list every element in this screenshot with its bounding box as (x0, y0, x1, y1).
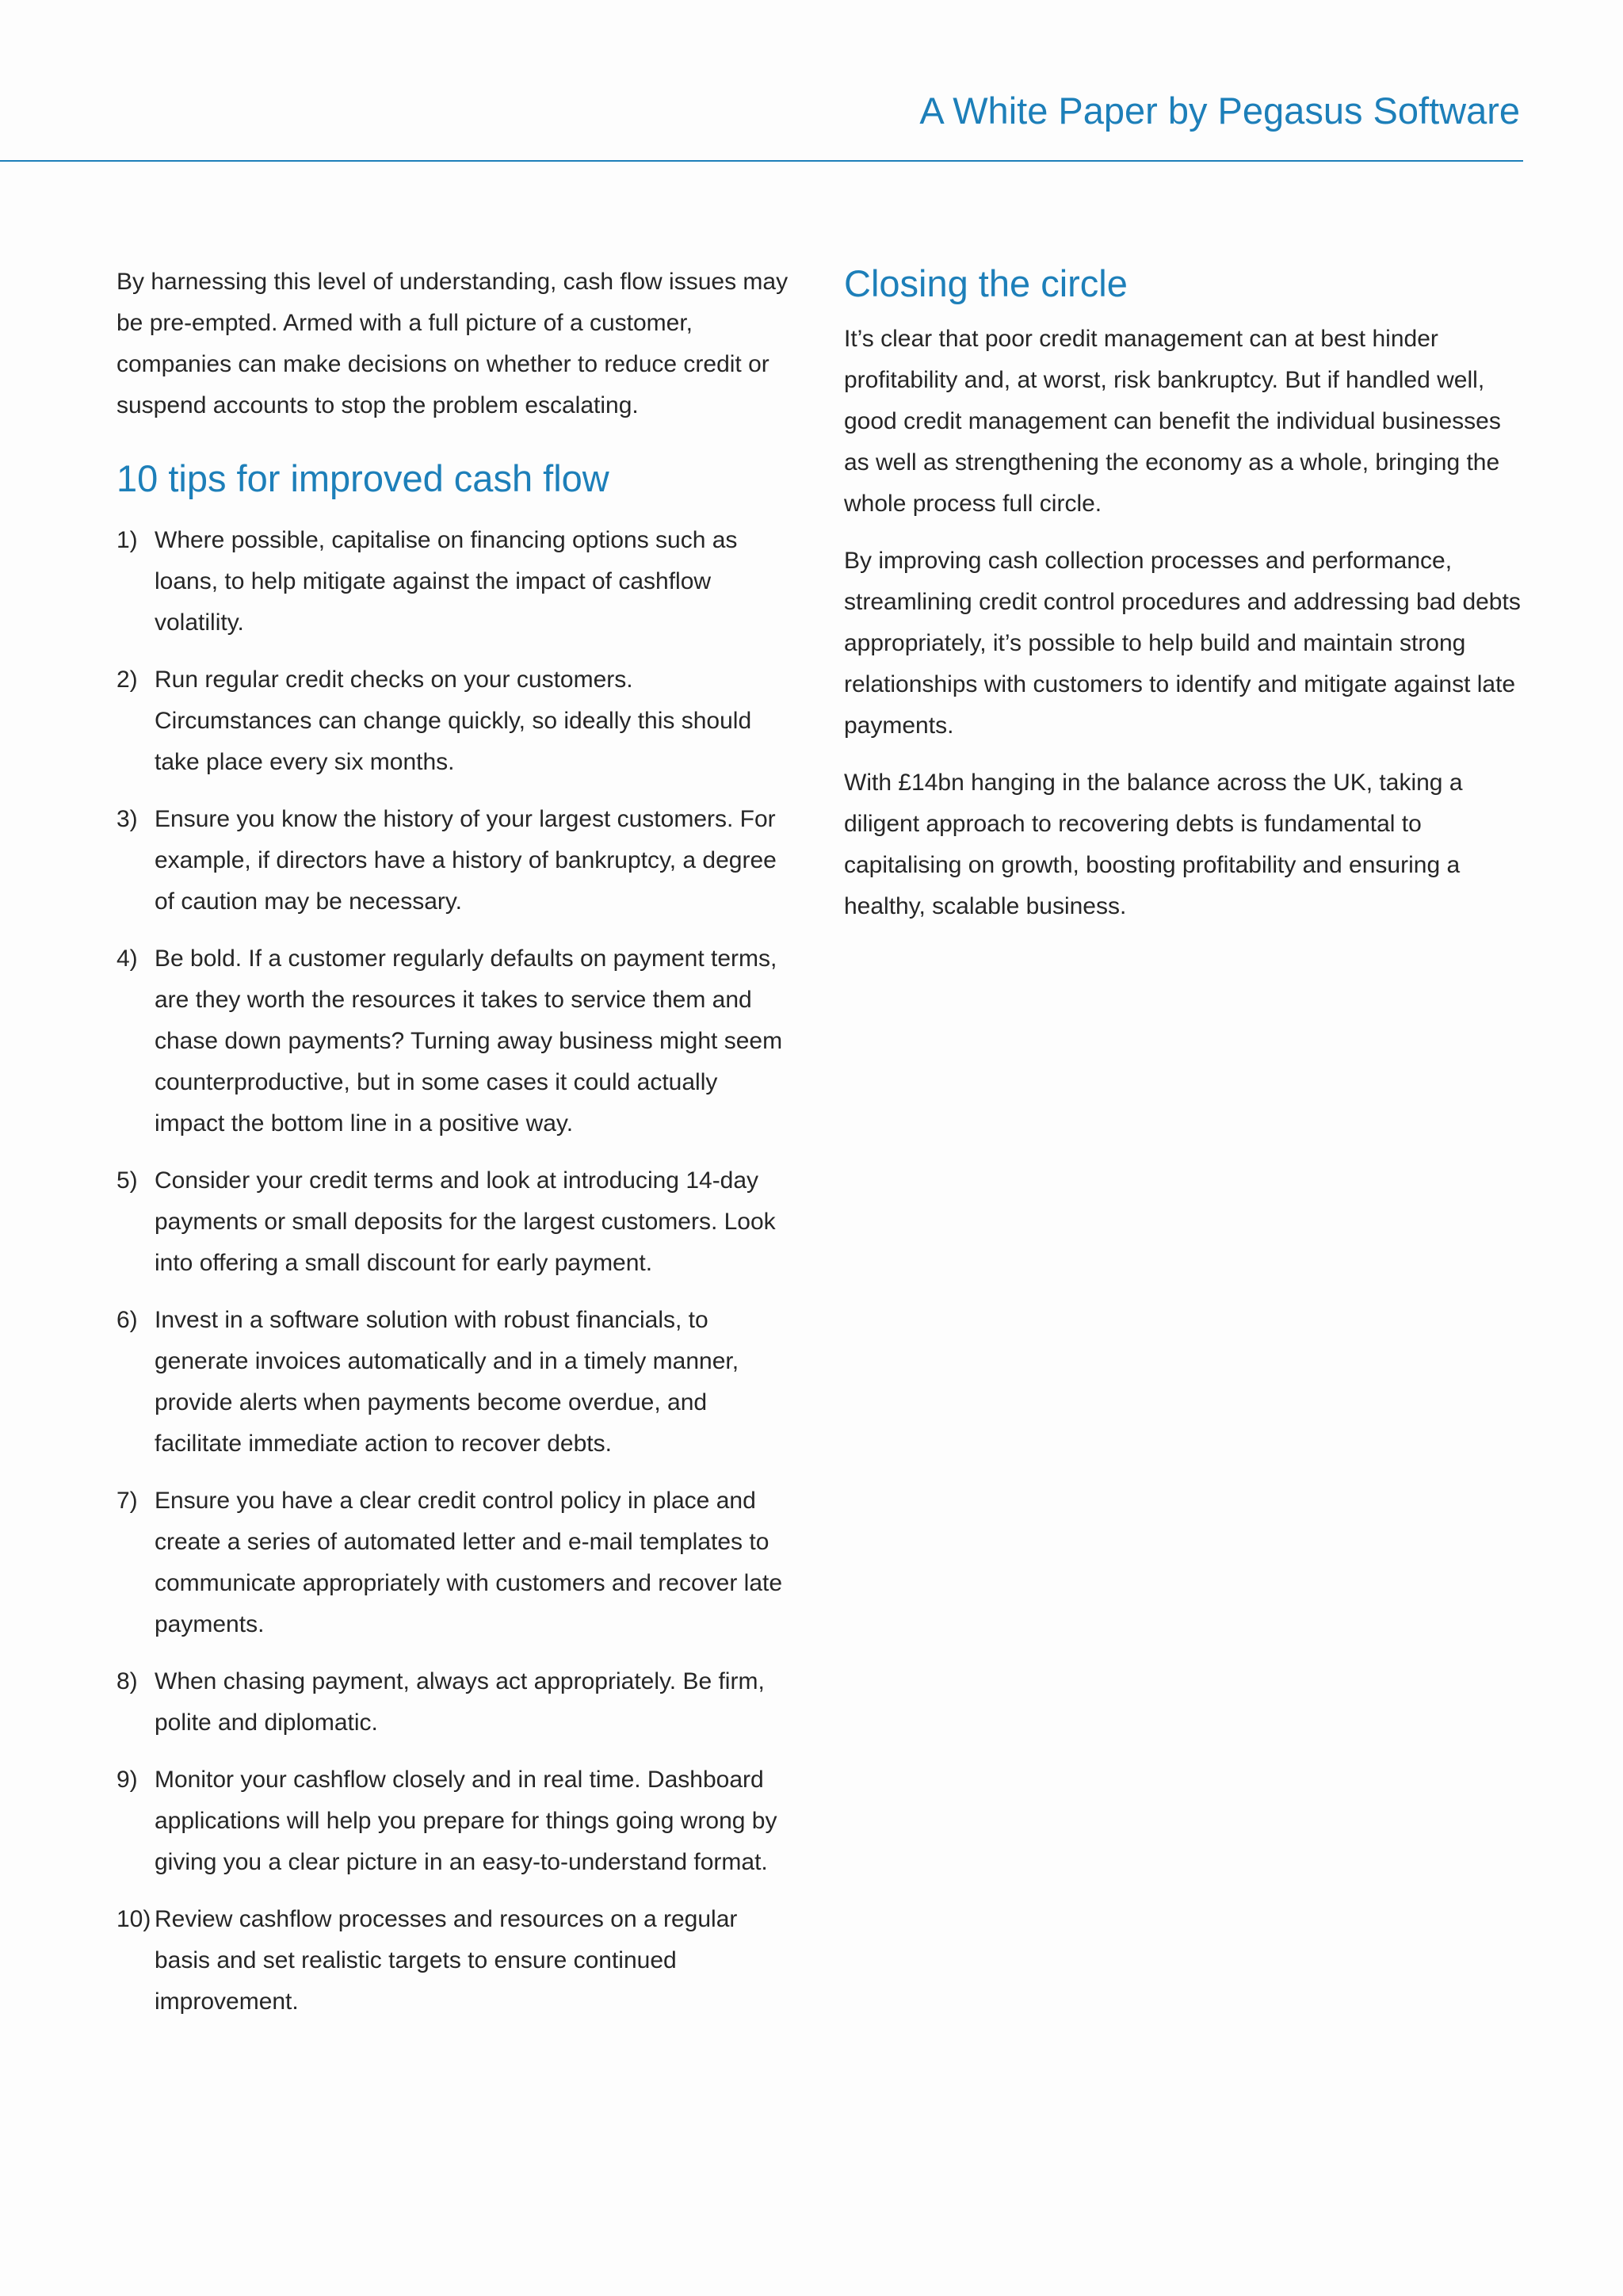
intro-paragraph: By harnessing this level of understanding, cash flow issues may be pre-empted. Armed with a full picture of a customer, companies can make decisions on whether to reduce credit or suspend accounts to stop the problem escalating. (116, 269, 789, 418)
tip-number: 5) (116, 1167, 138, 1194)
closing-paragraph: It’s clear that poor credit management can at best hinder profitability and, at worst, risk bankruptcy. But if handled well, good credit management can benefit the individual businesses as well as strengthening the economy as a whole, bringing the whole process full circle. (844, 326, 1501, 517)
tip-number: 6) (116, 1307, 138, 1333)
tip-text: When chasing payment, always act appropriately. Be firm, polite and diplomatic. (155, 1668, 765, 1736)
tip-number: 1) (116, 527, 138, 553)
tip-item (116, 659, 790, 783)
tip-item (116, 1160, 790, 1284)
tip-item (116, 520, 790, 644)
tip-number: 3) (116, 806, 138, 832)
tips-list (116, 520, 790, 2023)
tip-number: 4) (116, 946, 138, 972)
tip-item (116, 1759, 790, 1883)
tip-number: 7) (116, 1488, 138, 1514)
tip-item (116, 1300, 790, 1465)
page-header-title: A White Paper by Pegasus Software (919, 90, 1520, 132)
tip-number: 2) (116, 667, 138, 693)
header-divider (0, 160, 1523, 162)
tip-number: 10) (116, 1906, 151, 1932)
tip-text: Review cashflow processes and resources on a regular basis and set realistic targets to ensure continued improvement. (155, 1906, 738, 2015)
closing-paragraph: By improving cash collection processes and performance, streamlining credit control procedures and addressing bad debts appropriately, it’s possible to help build and maintain strong relationships with customers to identify and mitigate against late payments. (844, 548, 1521, 739)
tip-text: Ensure you have a clear credit control policy in place and create a series of automated letter and e-mail templates to communicate appropriately with customers and recover late payments. (155, 1488, 783, 1637)
tip-number: 8) (116, 1668, 138, 1694)
tip-text: Where possible, capitalise on financing options such as loans, to help mitigate against the impact of cashflow volatility. (155, 527, 738, 636)
tip-text: Run regular credit checks on your customers. Circumstances can change quickly, so ideally this should take place every six months. (155, 667, 752, 775)
tip-text: Ensure you know the history of your largest customers. For example, if directors have a history of bankruptcy, a degree of caution may be necessary. (155, 806, 777, 915)
right-column (844, 262, 1522, 943)
closing-heading: Closing the circle (844, 262, 1128, 304)
tip-item (116, 1480, 790, 1645)
tip-item (116, 1661, 790, 1744)
tip-text: Monitor your cashflow closely and in real time. Dashboard applications will help you prepare for things going wrong by giving you a clear picture in an easy-to-understand format. (155, 1767, 777, 1875)
closing-paragraph: With £14bn hanging in the balance across the UK, taking a diligent approach to recovering debts is fundamental to capitalising on growth, boosting profitability and ensuring a healthy, scalable business. (844, 770, 1463, 919)
tip-item (116, 938, 790, 1144)
tip-text: Consider your credit terms and look at introducing 14-day payments or small deposits for the largest customers. Look into offering a small discount for early payment. (155, 1167, 776, 1276)
tip-number: 9) (116, 1767, 138, 1793)
tip-text: Be bold. If a customer regularly defaults on payment terms, are they worth the resources it takes to service them and chase down payments? Turning away business might seem counterproductive, but in some cases it could actually impact the bottom line in a positive way. (155, 946, 783, 1137)
tips-heading: 10 tips for improved cash flow (116, 457, 609, 499)
tip-text: Invest in a software solution with robust financials, to generate invoices automatically and in a timely manner, provide alerts when payments become overdue, and facilitate immediate action to recover debts. (155, 1307, 739, 1457)
left-column (116, 262, 790, 2038)
tip-item (116, 799, 790, 923)
tip-item (116, 1899, 790, 2023)
